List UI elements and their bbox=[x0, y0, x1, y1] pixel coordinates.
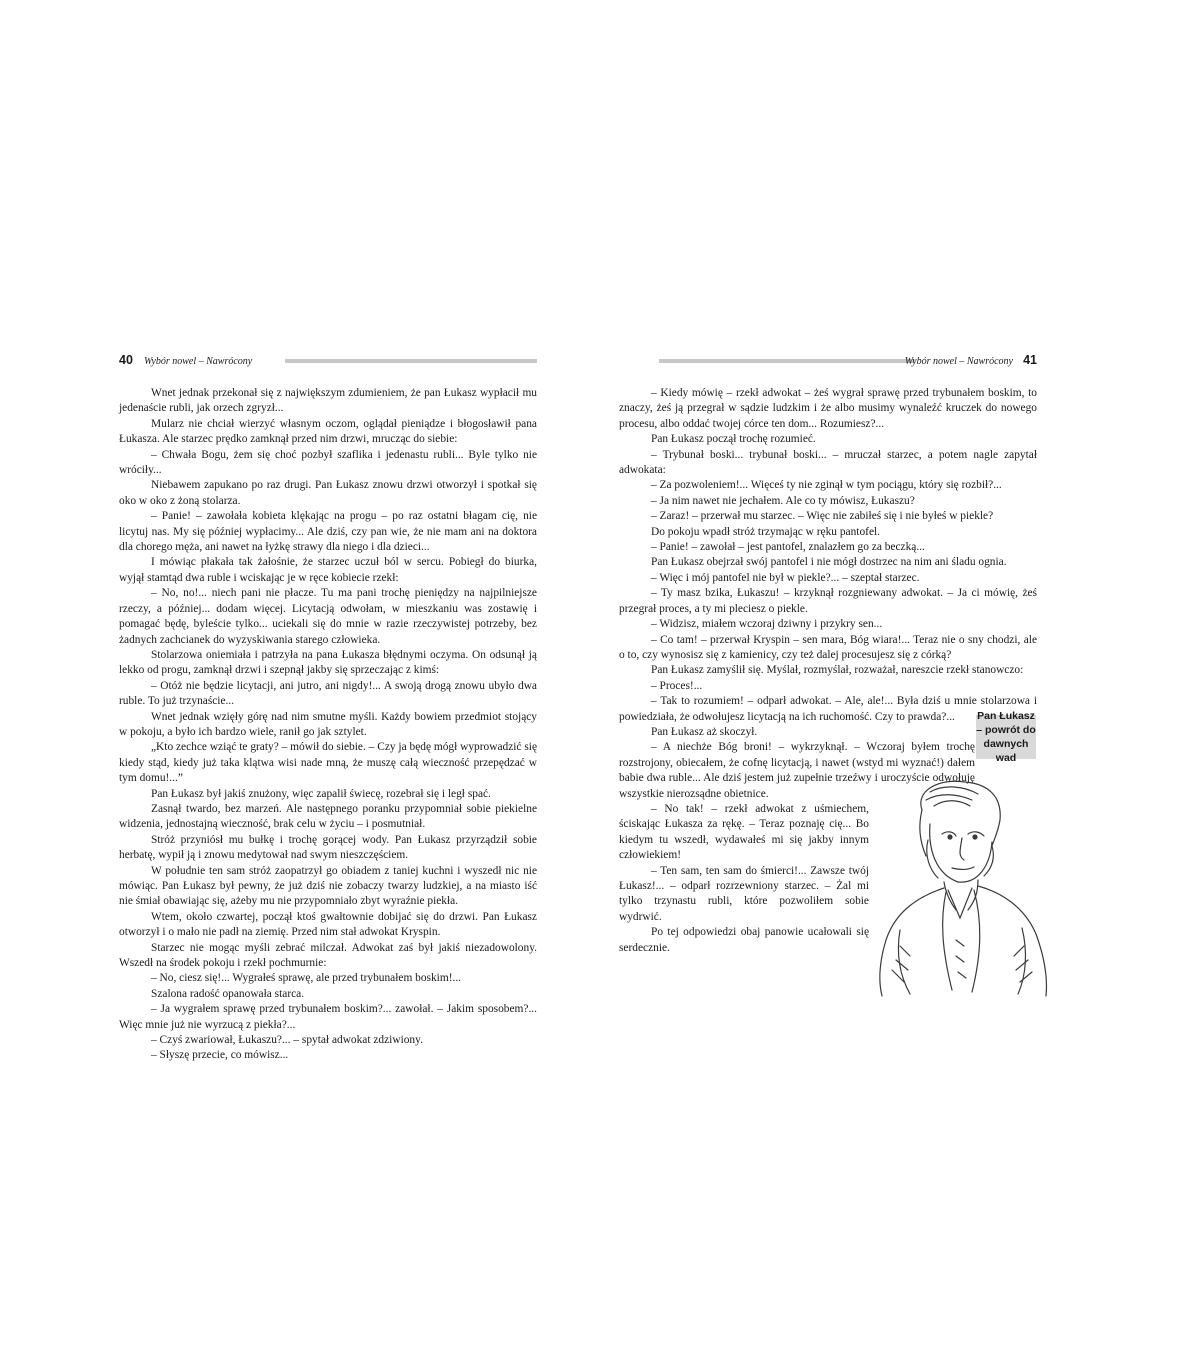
paragraph: – Więc i mój pantofel nie był w piekle?... – szeptał starzec. bbox=[651, 571, 920, 584]
paragraph: Mularz nie chciał wierzyć własnym oczom, oglądał pieniądze i błogosławił pana Łukasza. Ale starzec prędko zamknął przed nim drzwi, mrucząc do siebie: bbox=[119, 417, 537, 446]
paragraph: – Zaraz! – przerwał mu starzec. – Więc nie zabiłeś się i nie byłeś w piekle? bbox=[651, 510, 994, 523]
header-rule bbox=[659, 359, 915, 363]
paragraph: Wnet jednak wzięły górę nad nim smutne myśli. Każdy bowiem przedmiot stojący w pokoju, a było ich bardzo wiele, ranił go jak sztylet. bbox=[119, 710, 537, 738]
paragraph: Stróż przyniósł mu bułkę i trochę gorącej wody. Pan Łukasz przyrządził sobie herbatę, wypił ją i znowu medytował nad swym nieszczęściem. bbox=[119, 833, 537, 862]
page-number: 40 bbox=[119, 353, 133, 367]
paragraph: – Słyszę przecie, co mówisz... bbox=[151, 1049, 289, 1062]
paragraph: Po tej odpowiedzi obaj panowie ucałowali się serdecznie. bbox=[619, 926, 869, 954]
paragraph: – Co tam! – przerwał Kryspin – sen mara, Bóg wiara!... Teraz nie o sny chodzi, ale o to, czy wynosisz się z kamienicy, czy też dalej procesujesz się z córką? bbox=[619, 633, 1037, 661]
margin-note bbox=[976, 710, 1036, 764]
paragraph: – Za pozwoleniem!... Więceś ty nie zginął w tym pociągu, który się rozbił?... bbox=[651, 479, 1002, 492]
portrait-sketch-icon bbox=[860, 770, 1060, 1000]
paragraph: Pan Łukasz począł trochę rozumieć. bbox=[651, 433, 816, 446]
paragraph: Starzec nie mogąc myśli zebrać milczał. Adwokat zaś był jakiś niezadowolony. Wszedł na środek pokoju i rzekł pochmurnie: bbox=[119, 941, 537, 970]
paragraph: – Tak to rozumiem! – odparł adwokat. – Ale, ale!... Była dziś u mnie stolarzowa i powiedziała, że odwołujesz licytacją na ich ruchomość. Czy to prawda?... bbox=[619, 695, 1037, 723]
paragraph: W południe ten sam stróż zaopatrzył go obiadem z taniej kuchni i wyszedł nic nie mówiąc. Pan Łukasz był pewny, że już dziś nie zobaczy twarzy ludzkiej, a na miasto iść nie śmiał obawiając się, ażeby mu nie przypomniało zbyt wyraźnie piekła. bbox=[119, 864, 537, 908]
paragraph: – Ja wygrałem sprawę przed trybunałem boskim?... zawołał. – Jakim sposobem?... Więc mnie już nie wyrzucą z piekła?... bbox=[119, 1003, 537, 1031]
right-page-header bbox=[619, 353, 1037, 369]
paragraph: – Chwała Bogu, żem się choć pozbył szaflika i jedenastu rubli... Byle tylko nie wróciły... bbox=[119, 448, 537, 477]
left-page-header bbox=[119, 353, 537, 369]
paragraph: Stolarzowa oniemiała i patrzyła na pana Łukasza błędnymi oczyma. On odsunął ją lekko od progu, zamknął drzwi i szepnął jakby się sprzeczając z kimś: bbox=[119, 648, 537, 677]
paragraph: Wtem, około czwartej, począł ktoś gwałtownie dobijać się do drzwi. Pan Łukasz otworzył i o mało nie padł na ziemię. Przed nim stał adwokat Kryspin. bbox=[119, 910, 537, 939]
paragraph: – Widzisz, miałem wczoraj dziwny i przykry sen... bbox=[651, 618, 883, 631]
paragraph: – Czyś zwariował, Łukaszu?... – spytał adwokat zdziwiony. bbox=[151, 1034, 423, 1047]
paragraph: Wnet jednak przekonał się z największym zdumieniem, że pan Łukasz wypłacił mu jedenaście rubli, jak orzech zgryzł... bbox=[119, 387, 537, 415]
paragraph: Pan Łukasz był jakiś znużony, więc zapalił świecę, rozebrał się i legł spać. bbox=[151, 787, 491, 800]
paragraph: – Proces!... bbox=[651, 679, 703, 692]
paragraph: – No tak! – rzekł adwokat z uśmiechem, ściskając Łukasza za rękę. – Teraz poznaję cię... Bo kiedym tu wszedł, wydawałeś mi się jakby innym człowiekiem! bbox=[619, 802, 869, 862]
paragraph: „Kto zechce wziąć te graty? – mówił do siebie. – Czy ja będę mógł wyprowadzić się kiedy stąd, kiedy już taka klątwa wisi nade mną, że muszę całą wieczność przepędzać w tym domu!...” bbox=[119, 741, 537, 785]
paragraph: Pan Łukasz zamyślił się. Myślał, rozmyślał, rozważał, nareszcie rzekł stanowczo: bbox=[651, 664, 1024, 677]
paragraph: Do pokoju wpadł stróż trzymając w ręku pantofel. bbox=[651, 525, 881, 538]
paragraph: – Panie! – zawołała kobieta klękając na progu – po raz ostatni błagam cię, nie licytuj nas. My się później wypłacimy... Ale dziś, czy pan wie, że nie mam ani na doktora dla chorego męża, ani nawet na łyżkę strawy dla niego i dla dzieci... bbox=[119, 510, 537, 554]
paragraph: – Kiedy mówię – rzekł adwokat – żeś wygrał sprawę przed trybunałem boskim, to znaczy, żeś ją przegrał w sądzie ludzkim i że albo musimy wynaleźć kruczek do nowego procesu, albo oddać twojej córce ten dom... Rozumiesz?... bbox=[619, 387, 1037, 430]
paragraph: Niebawem zapukano po raz drugi. Pan Łukasz znowu drzwi otworzył i spotkał się oko w oko z żoną stolarza. bbox=[119, 479, 537, 507]
paragraph: – A niechże Bóg broni! – wykrzyknął. – Wczoraj byłem trochę rozstrojony, obiecałem, że cofnę licytacją, i nawet (wstyd mi wyznać!) dałem babie dwa ruble... Ale dziś jestem już zupełnie trzeźwy i uroczyście odwołuję wszystkie nierozsądne obietnice. bbox=[619, 741, 975, 800]
paragraph: – No, no!... niech pani nie płacze. Tu ma pani trochę pieniędzy na najpilniejsze rzeczy, a później... dodam więcej. Licytacją odwołam, w mieszkaniu was zostawię i pomagać będę, byleście tylko... uciekali się do mnie w razie rzeczywistej potrzeby, bez żadnych zachcianek do wyzyskiwania starego człowieka. bbox=[119, 587, 537, 646]
paragraph: – Trybunał boski... trybunał boski... – mruczał starzec, a potem nagle zapytał adwokata: bbox=[619, 448, 1037, 477]
paragraph: – No, ciesz się!... Wygrałeś sprawę, ale przed trybunałem boskim!... bbox=[151, 972, 462, 985]
running-title: Wybór nowel – Nawrócony bbox=[144, 356, 253, 367]
paragraph: – Ten sam, ten sam do śmierci!... Zawsze twój Łukasz!... – odparł rozrzewniony starzec. – Żal mi tylko trzynastu rubli, które pozwoliłem sobie wydrwić. bbox=[619, 864, 869, 923]
header-rule bbox=[285, 359, 537, 363]
paragraph: Pan Łukasz obejrzał swój pantofel i nie mógł dostrzec na nim ani śladu ognia. bbox=[651, 556, 1007, 569]
left-page bbox=[119, 353, 537, 1064]
margin-note-text: Pan Łukasz – powrót do dawnych wad bbox=[976, 710, 1036, 764]
page-number: 41 bbox=[1023, 353, 1037, 367]
paragraph: – Ja nim nawet nie jechałem. Ale co ty mówisz, Łukaszu? bbox=[651, 494, 915, 507]
paragraph: Pan Łukasz aż skoczył. bbox=[651, 725, 758, 738]
paragraph: – Panie! – zawołał – jest pantofel, znalazłem go za beczką... bbox=[651, 541, 925, 554]
running-title: Wybór nowel – Nawrócony bbox=[904, 356, 1013, 367]
paragraph: Szalona radość opanowała starca. bbox=[151, 987, 305, 1000]
paragraph: Zasnął twardo, bez marzeń. Ale następnego poranku przypomniał sobie piekielne widzenia, jednostajną wieczność, brak celu w życiu – i posmutniał. bbox=[119, 802, 537, 831]
paragraph: – Ty masz bzika, Łukaszu! – krzyknął rozgniewany adwokat. – Ja ci mówię, żeś przegrał proces, a ty mi pleciesz o piekle. bbox=[619, 587, 1037, 615]
left-page-text bbox=[119, 386, 537, 1064]
paragraph: I mówiąc płakała tak żałośnie, że starzec uczuł ból w sercu. Pobiegł do biurka, wyjął stamtąd dwa ruble i wciskając je w ręce kobiecie rzekł: bbox=[119, 556, 537, 584]
paragraph: – Otóż nie będzie licytacji, ani jutro, ani nigdy!... A swoją drogą znowu ubyło dwa ruble. To już trzynaście... bbox=[119, 679, 537, 708]
